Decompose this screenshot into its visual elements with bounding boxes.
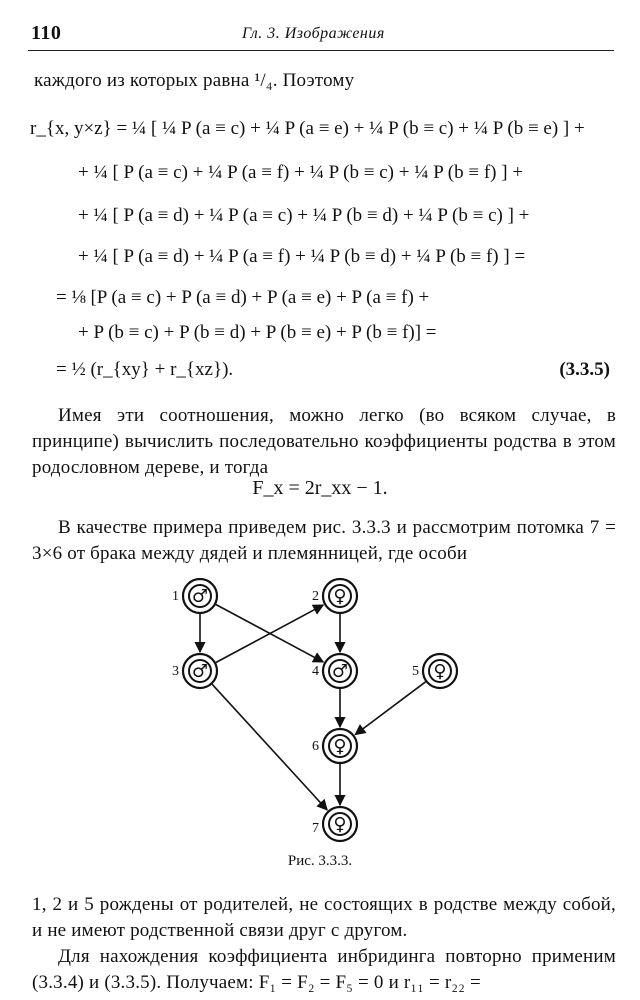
equation-line-7: = ½ (r_{xy} + r_{xz}). [56, 359, 234, 380]
node-label: 2 [312, 589, 319, 604]
chapter-title: Гл. 3. Изображения [242, 25, 385, 42]
page-number: 110 [31, 22, 62, 44]
pedigree-node-1 [172, 579, 217, 613]
equation-line-4: + ¼ [ P (a ≡ d) + ¼ P (a ≡ f) + ¼ P (b ≡ d) + ¼ P (b ≡ f) ] = [78, 246, 526, 267]
header-rule [28, 50, 614, 51]
male-symbol-icon: ♂ [331, 661, 349, 682]
female-symbol-icon: ♀ [333, 736, 347, 757]
figure-caption: Рис. 3.3.3. [287, 853, 353, 869]
equation-number: (3.3.5) [559, 359, 610, 380]
female-symbol-icon: ♀ [433, 661, 447, 682]
diagram-nodes [172, 579, 457, 841]
node-label: 1 [172, 589, 179, 604]
male-symbol-icon: ♂ [191, 661, 209, 682]
pedigree-node-7 [312, 807, 357, 841]
intro-line: каждого из которых равна ¹/₄. Поэтому [34, 70, 355, 91]
centered-formula: F_x = 2r_xx − 1. [252, 477, 388, 499]
paragraph-4: Для нахождения коэффициента инбридинга повторно применим (3.3.4) и (3.3.5). Получаем: F₁ = F₂ = F₅ = 0 и r₁₁ = r₂₂ = [32, 946, 616, 993]
female-symbol-icon: ♀ [333, 814, 347, 835]
paragraph-3: 1, 2 и 5 рождены от родителей, не состоящих в родстве между собой, и не имеют родственной связи друг с другом. [32, 894, 616, 941]
node-label: 6 [312, 739, 319, 754]
equation-line-3: + ¼ [ P (a ≡ d) + ¼ P (a ≡ c) + ¼ P (b ≡ d) + ¼ P (b ≡ c) ] + [78, 205, 530, 226]
paragraph-2: В качестве примера приведем рис. 3.3.3 и рассмотрим потомка 7 = 3×6 от брака между дядей и племянницей, где особи [32, 517, 616, 564]
equation-line-1: r_{x, y×z} = ¼ [ ¼ P (a ≡ c) + ¼ P (a ≡ e) + ¼ P (b ≡ c) + ¼ P (b ≡ e) ] + [30, 118, 585, 139]
node-label: 7 [312, 821, 319, 836]
pedigree-node-3 [172, 654, 217, 688]
equation-line-5: = ⅛ [P (a ≡ c) + P (a ≡ d) + P (a ≡ e) + P (a ≡ f) + [56, 287, 430, 308]
node-label: 4 [312, 664, 319, 679]
node-label: 5 [412, 664, 419, 679]
node-label: 3 [172, 664, 179, 679]
male-symbol-icon: ♂ [191, 586, 209, 607]
edge-5-6 [355, 682, 425, 735]
equation-line-2: + ¼ [ P (a ≡ c) + ¼ P (a ≡ f) + ¼ P (b ≡ c) + ¼ P (b ≡ f) ] + [78, 162, 524, 183]
paragraph-1: Имея эти соотношения, можно легко (во всяком случае, в принципе) вычислить последовательно коэффициенты родства в этом родословном дереве, и тогда [32, 405, 616, 478]
pedigree-diagram [160, 576, 480, 848]
edge-3-7 [212, 684, 327, 810]
female-symbol-icon: ♀ [333, 586, 347, 607]
equation-line-6: + P (b ≡ c) + P (b ≡ d) + P (b ≡ e) + P (b ≡ f)] = [78, 322, 437, 343]
pedigree-node-6 [312, 729, 357, 763]
diagram-edges [200, 605, 426, 810]
pedigree-node-5 [412, 654, 457, 688]
